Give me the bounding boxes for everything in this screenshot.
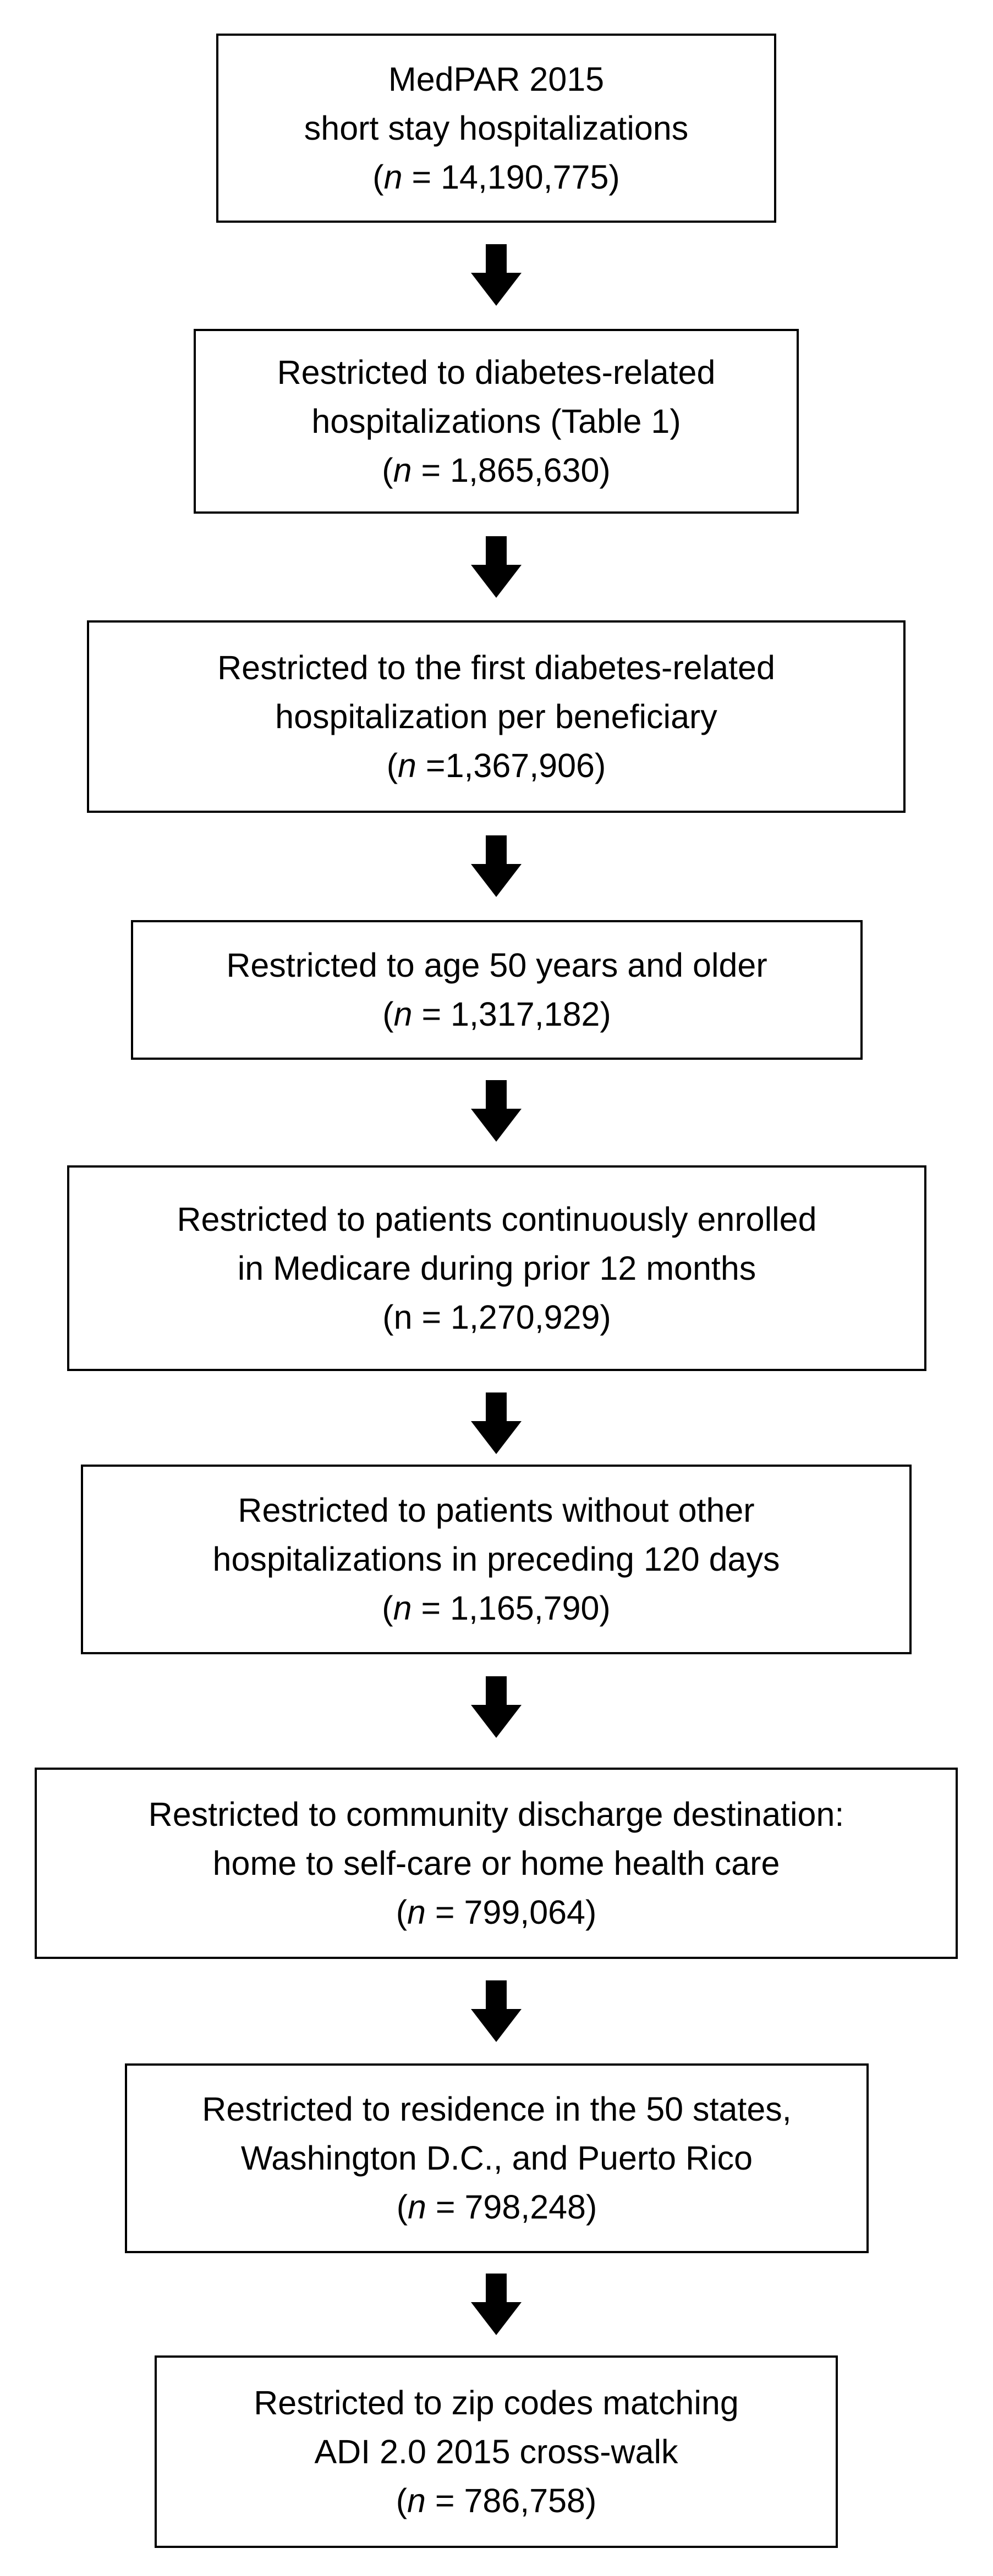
step-6-count-var: n xyxy=(393,1589,412,1627)
step-2-count-var: n xyxy=(393,451,412,489)
step-8-count-sep: = xyxy=(426,2188,465,2226)
step-5-line-2: in Medicare during prior 12 months xyxy=(237,1249,756,1287)
step-7-count-var: n xyxy=(407,1893,426,1931)
step-6-box xyxy=(81,1465,912,1654)
step-7-box xyxy=(35,1768,958,1959)
step-8-count-value: 798,248 xyxy=(464,2188,586,2226)
step-1-line-1: MedPAR 2015 xyxy=(388,60,605,98)
down-arrow-icon xyxy=(471,1392,522,1454)
step-5-count-var: n xyxy=(393,1298,413,1336)
step-8-box xyxy=(125,2063,869,2253)
step-7-count-value: 799,064 xyxy=(464,1893,585,1931)
step-1-count-sep: = xyxy=(402,158,441,196)
step-9-box xyxy=(155,2355,838,2548)
step-3-count: (n =1,367,906) xyxy=(386,746,606,784)
step-9-line-1: Restricted to zip codes matching xyxy=(254,2384,739,2421)
down-arrow-icon xyxy=(471,835,522,897)
step-5-count: (n = 1,270,929) xyxy=(382,1298,611,1336)
step-9-count-sep: = xyxy=(425,2481,464,2519)
step-9-line-2: ADI 2.0 2015 cross-walk xyxy=(314,2432,678,2470)
step-8-count: (n = 798,248) xyxy=(396,2188,597,2226)
step-6-count: (n = 1,165,790) xyxy=(382,1589,611,1627)
step-3-box xyxy=(87,620,906,813)
step-6-line-1: Restricted to patients without other xyxy=(238,1491,755,1529)
step-4-count-var: n xyxy=(393,995,413,1033)
step-1-count-var: n xyxy=(383,158,403,196)
step-8-line-1: Restricted to residence in the 50 states, xyxy=(202,2090,792,2128)
step-9-count-value: 786,758 xyxy=(464,2481,585,2519)
down-arrow-icon xyxy=(471,1080,522,1142)
step-2-line-2: hospitalizations (Table 1) xyxy=(311,402,681,440)
step-5-count-value: 1,270,929 xyxy=(451,1298,600,1336)
step-2-count-value: 1,865,630 xyxy=(450,451,600,489)
step-1-count-value: 14,190,775 xyxy=(441,158,609,196)
step-4-box xyxy=(131,920,863,1060)
step-3-line-1: Restricted to the first diabetes-related xyxy=(217,648,775,686)
step-7-line-1: Restricted to community discharge destination: xyxy=(148,1795,844,1833)
step-2-line-1: Restricted to diabetes-related xyxy=(277,353,716,391)
step-7-count: (n = 799,064) xyxy=(396,1893,597,1931)
step-5-box xyxy=(67,1165,926,1371)
step-9-count-var: n xyxy=(407,2481,426,2519)
step-8-count-var: n xyxy=(408,2188,426,2226)
step-3-count-var: n xyxy=(398,746,416,784)
step-2-box xyxy=(194,329,799,514)
step-9-count: (n = 786,758) xyxy=(396,2481,597,2519)
step-1-box xyxy=(216,34,776,223)
step-4-count-value: 1,317,182 xyxy=(451,995,600,1033)
step-4-count: (n = 1,317,182) xyxy=(382,995,611,1033)
step-6-count-sep: = xyxy=(412,1589,451,1627)
step-5-line-1: Restricted to patients continuously enrolled xyxy=(177,1200,817,1238)
step-7-count-sep: = xyxy=(425,1893,464,1931)
step-5-count-sep: = xyxy=(412,1298,451,1336)
step-2-count: (n = 1,865,630) xyxy=(382,451,611,489)
step-3-count-value: 1,367,906 xyxy=(445,746,595,784)
step-4-count-sep: = xyxy=(412,995,451,1033)
down-arrow-icon xyxy=(471,1980,522,2042)
step-3-line-2: hospitalization per beneficiary xyxy=(275,697,717,735)
down-arrow-icon xyxy=(471,244,522,306)
step-7-line-2: home to self-care or home health care xyxy=(212,1844,780,1882)
down-arrow-icon xyxy=(471,1676,522,1738)
step-6-count-value: 1,165,790 xyxy=(450,1589,600,1627)
step-6-line-2: hospitalizations in preceding 120 days xyxy=(212,1540,780,1578)
down-arrow-icon xyxy=(471,536,522,598)
step-2-count-sep: = xyxy=(412,451,451,489)
step-3-count-sep: = xyxy=(416,746,446,784)
step-8-line-2: Washington D.C., and Puerto Rico xyxy=(240,2139,753,2177)
step-1-count: (n = 14,190,775) xyxy=(372,158,620,196)
step-4-line-1: Restricted to age 50 years and older xyxy=(226,946,767,984)
down-arrow-icon xyxy=(471,2274,522,2335)
step-1-line-2: short stay hospitalizations xyxy=(304,109,689,147)
